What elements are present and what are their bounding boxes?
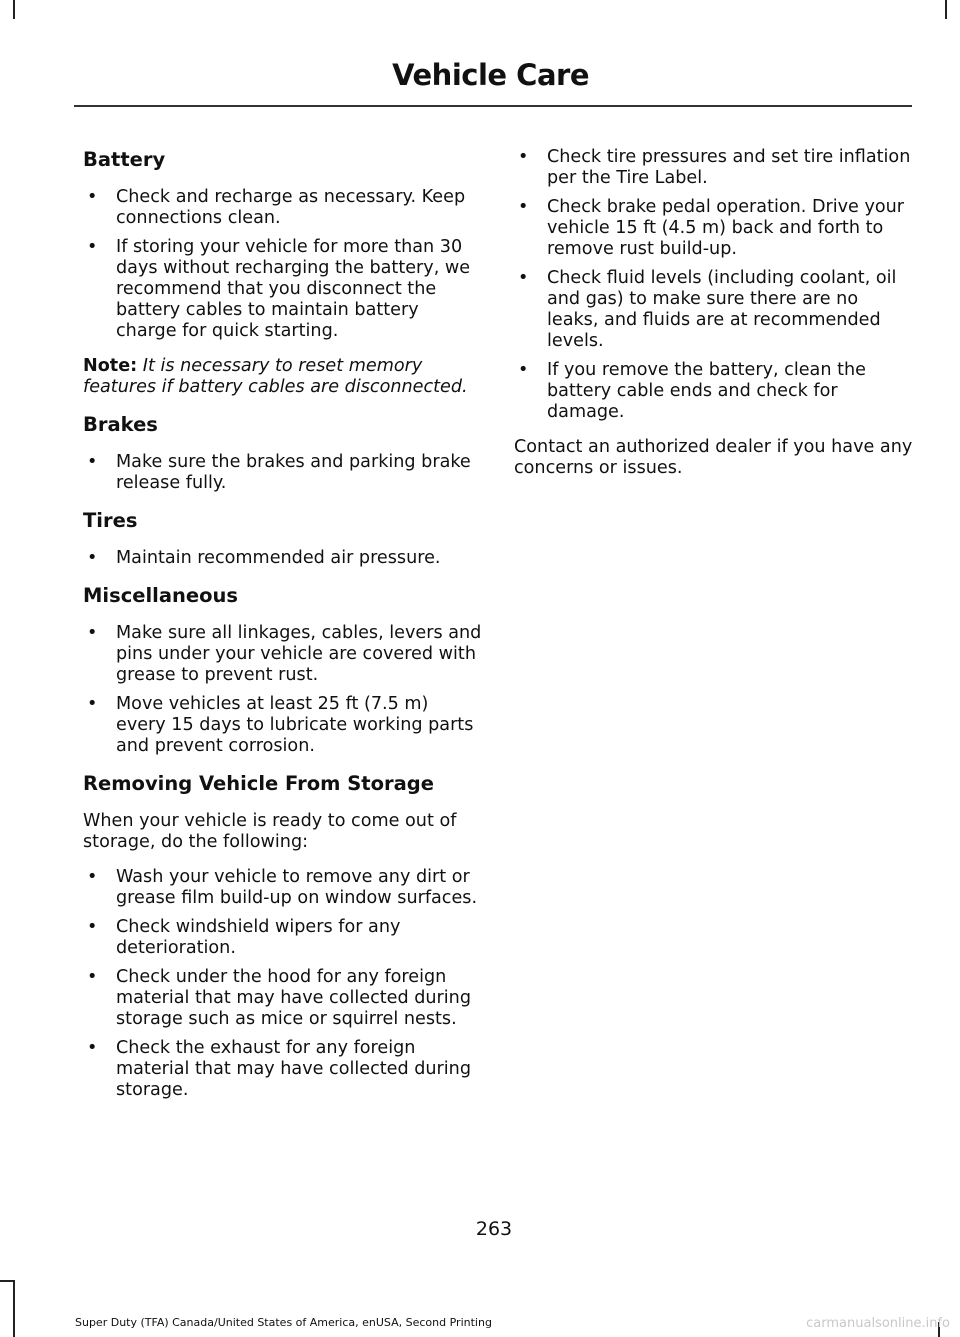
brakes-heading: Brakes	[83, 413, 158, 436]
crop-mark-bottom-left-h	[0, 1280, 15, 1282]
watermark: carmanualsonline.info	[806, 1316, 950, 1331]
removing-list-continued	[514, 147, 914, 423]
bullet: •	[518, 360, 529, 380]
closing-paragraph: Contact an authorized dealer if you have any concerns or issues.	[514, 437, 913, 478]
note-text: It is necessary to reset memory features if battery cables are disconnected.	[83, 356, 468, 397]
brakes-list	[83, 452, 483, 494]
tires-list	[83, 548, 483, 569]
bullet: •	[518, 147, 529, 167]
list-item: • Move vehicles at least 25 ft (7.5 m) every 15 days to lubricate working parts and prevent corrosion.	[87, 694, 474, 756]
bullet: •	[87, 548, 98, 568]
list-item: • If you remove the battery, clean the battery cable ends and check for damage.	[518, 360, 866, 422]
list-item: • Maintain recommended air pressure.	[87, 548, 441, 568]
removing-section	[83, 771, 483, 1101]
bullet: •	[87, 452, 98, 472]
list-item: • Check and recharge as necessary. Keep connections clean.	[87, 187, 466, 228]
list-item: • Make sure the brakes and parking brake release fully.	[87, 452, 471, 493]
bullet: •	[87, 867, 98, 887]
right-column	[514, 147, 914, 493]
removing-intro: When your vehicle is ready to come out of storage, do the following:	[83, 811, 457, 852]
note-label: Note:	[83, 356, 138, 376]
page-title: Vehicle Care	[392, 58, 589, 92]
list-item: • Check brake pedal operation. Drive your vehicle 15 ft (4.5 m) back and forth to remove rust build-up.	[518, 197, 905, 259]
list-item: • Check windshield wipers for any deterioration.	[87, 917, 401, 958]
list-item: • If storing your vehicle for more than 30 days without recharging the battery, we recommend that you disconnect the battery cables to maintain battery charge for quick starting.	[87, 237, 471, 341]
bullet: •	[518, 197, 529, 217]
misc-heading: Miscellaneous	[83, 584, 239, 607]
crop-mark-bottom-left	[13, 1280, 15, 1337]
misc-section	[83, 583, 483, 757]
bullet: •	[87, 694, 98, 714]
bullet: •	[87, 1038, 98, 1058]
list-item: • Check tire pressures and set tire inflation per the Tire Label.	[518, 147, 911, 188]
list-item: • Make sure all linkages, cables, levers and pins under your vehicle are covered with grease to prevent rust.	[87, 623, 482, 685]
crop-mark-top-right	[945, 0, 947, 19]
footer-text: Super Duty (TFA) Canada/United States of America, enUSA, Second Printing	[75, 1316, 492, 1329]
battery-section	[83, 147, 483, 398]
misc-list	[83, 623, 483, 757]
bullet: •	[87, 237, 98, 257]
removing-heading: Removing Vehicle From Storage	[83, 772, 434, 795]
left-column	[83, 147, 483, 1115]
list-item: • Check fluid levels (including coolant, oil and gas) to make sure there are no leaks, and fluids are at recommended levels.	[518, 268, 897, 351]
header-divider	[74, 105, 912, 107]
battery-note	[83, 356, 483, 398]
list-item: • Check under the hood for any foreign material that may have collected during storage such as mice or squirrel nests.	[87, 967, 471, 1029]
brakes-section	[83, 412, 483, 494]
bullet: •	[87, 967, 98, 987]
bullet: •	[87, 187, 98, 207]
tires-heading: Tires	[83, 509, 138, 532]
page-number: 263	[475, 1218, 513, 1240]
list-item: • Wash your vehicle to remove any dirt or grease film build-up on window surfaces.	[87, 867, 478, 908]
list-item: • Check the exhaust for any foreign material that may have collected during storage.	[87, 1038, 471, 1100]
removing-list	[83, 867, 483, 1101]
bullet: •	[518, 268, 529, 288]
tires-section	[83, 508, 483, 569]
battery-list	[83, 187, 483, 342]
bullet: •	[87, 917, 98, 937]
bullet: •	[87, 623, 98, 643]
crop-mark-top-left	[13, 0, 15, 19]
battery-heading: Battery	[83, 148, 166, 171]
